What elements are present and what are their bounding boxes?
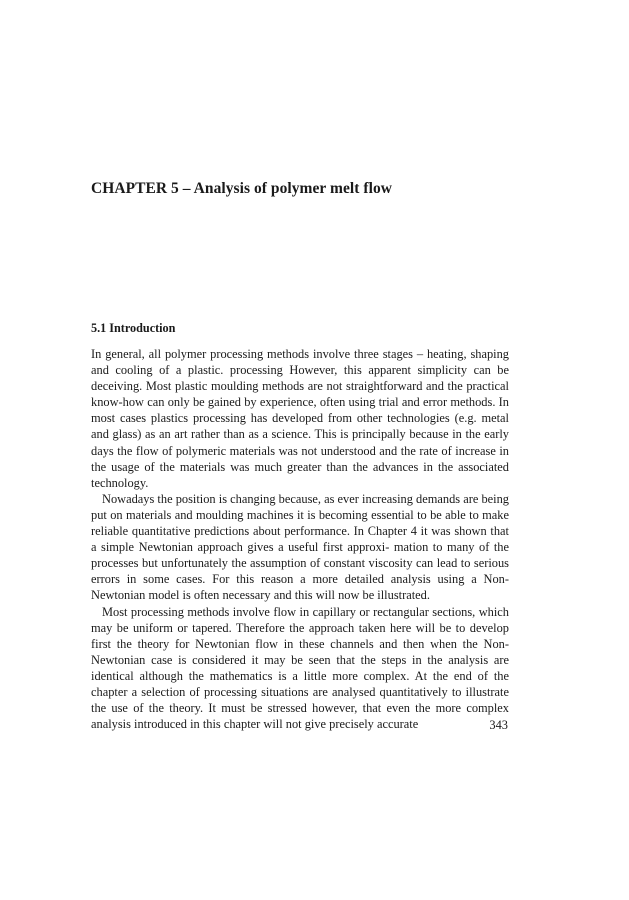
section-heading: 5.1 Introduction — [91, 321, 176, 335]
paragraph-2: Nowadays the position is changing because, as ever increasing demands are being put on materials and moulding machines it is becoming essential to be able to make reliable quantitative predictions about performance. In Chapter 4 it was shown that a simple Newtonian approach gives a useful first approxi- mation to many of the processes but unfortunately the assumption of constant viscosity can lead to serious errors in some cases. For this reason a more detailed analysis using a Non-Newtonian model is often necessary and this will now be illustrated. — [91, 491, 509, 603]
paragraph-3: Most processing methods involve flow in capillary or rectangular sections, which may be uniform or tapered. Therefore the approach taken here will be to develop first the theory for Newtonian flow in these channels and then when the Non-Newtonian case is considered it may be seen that the steps in the analysis are identical although the mathematics is a little more complex. At the end of the chapter a selection of processing situations are analysed quantitatively to illustrate the use of the theory. It must be stressed however, that even the more complex analysis introduced in this chapter will not give precisely accurate — [91, 604, 509, 732]
paragraph-1: In general, all polymer processing methods involve three stages – heating, shaping and cooling of a plastic. processing However, this apparent simplicity can be deceiving. Most plastic moulding methods are not straightforward and the practical know-how can only be gained by experience, often using trial and error methods. In most cases plastics processing has developed from other technologies (e.g. metal and glass) as an art rather than as a science. This is principally because in the early days the flow of polymeric materials was not understood and the rate of increase in the usage of the materials was much greater than the advances in the associated technology. — [91, 347, 509, 490]
page-number: 343 — [489, 718, 508, 732]
body-text — [91, 346, 509, 732]
chapter-title: CHAPTER 5 – Analysis of polymer melt flow — [91, 180, 392, 197]
